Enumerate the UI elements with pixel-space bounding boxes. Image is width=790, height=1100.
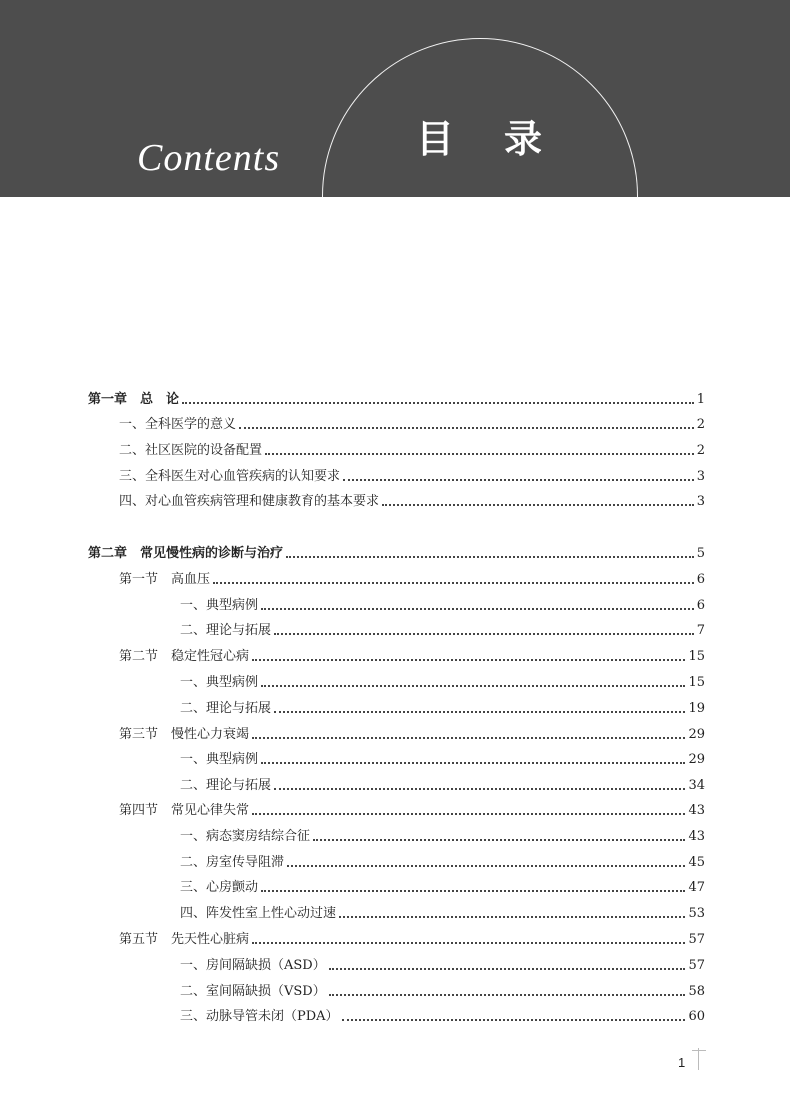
- toc-entry[interactable]: [119, 441, 705, 461]
- dot-leader: [265, 453, 694, 455]
- toc-entry[interactable]: [180, 699, 705, 719]
- toc-label: 第二章 常见慢性病的诊断与治疗: [88, 546, 284, 561]
- toc-page: 7: [696, 623, 705, 638]
- dot-leader: [343, 479, 694, 481]
- dot-leader: [261, 890, 685, 892]
- toc-page: 2: [696, 443, 705, 458]
- toc-label: 三、动脉导管未闭（PDA）: [180, 1009, 339, 1024]
- dot-leader: [182, 402, 694, 404]
- toc-label: 第四节 常见心律失常: [119, 803, 250, 818]
- toc-section[interactable]: [119, 725, 705, 745]
- dot-leader: [286, 556, 694, 558]
- toc-page: 3: [696, 494, 705, 509]
- toc-label: 二、室间隔缺损（VSD）: [180, 984, 326, 999]
- toc-chapter-2[interactable]: [88, 544, 705, 564]
- toc-page: 47: [688, 880, 705, 895]
- toc-label: 四、阵发性室上性心动过速: [180, 906, 337, 921]
- page-number: 1: [678, 1055, 686, 1070]
- toc-entry[interactable]: [180, 621, 705, 641]
- dot-leader: [274, 788, 685, 790]
- toc-label: 三、全科医生对心血管疾病的认知要求: [119, 469, 341, 484]
- toc-entry[interactable]: [119, 415, 705, 435]
- toc-page: 45: [688, 855, 705, 870]
- toc-label: 一、典型病例: [180, 752, 259, 767]
- toc-section[interactable]: [119, 647, 705, 667]
- dot-leader: [329, 968, 686, 970]
- toc-label: 一、典型病例: [180, 598, 259, 613]
- toc-page: 6: [696, 598, 705, 613]
- toc-label: 一、典型病例: [180, 675, 259, 690]
- dot-leader: [342, 1019, 686, 1021]
- toc-label: 三、心房颤动: [180, 880, 259, 895]
- crop-mark-vertical: [698, 1048, 699, 1070]
- toc-label: 一、病态窦房结综合征: [180, 829, 311, 844]
- toc-entry[interactable]: [180, 904, 705, 924]
- toc-label: 二、社区医院的设备配置: [119, 443, 263, 458]
- toc-page: 29: [688, 752, 705, 767]
- toc-page: 57: [688, 958, 705, 973]
- toc-page: 57: [688, 932, 705, 947]
- dot-leader: [382, 504, 694, 506]
- dot-leader: [313, 839, 685, 841]
- toc-page: 2: [696, 417, 705, 432]
- toc-label: 二、理论与拓展: [180, 623, 272, 638]
- toc-label: 第一节 高血压: [119, 572, 211, 587]
- toc-page: 58: [688, 984, 705, 999]
- toc-entry[interactable]: [119, 467, 705, 487]
- toc-label: 四、对心血管疾病管理和健康教育的基本要求: [119, 494, 380, 509]
- dot-leader: [239, 427, 694, 429]
- toc-entry[interactable]: [119, 492, 705, 512]
- dot-leader: [213, 582, 694, 584]
- toc-page: 3: [696, 469, 705, 484]
- toc-entry[interactable]: [180, 982, 705, 1002]
- toc-entry[interactable]: [180, 673, 705, 693]
- dot-leader: [274, 711, 685, 713]
- toc-label: 一、房间隔缺损（ASD）: [180, 958, 326, 973]
- toc-entry[interactable]: [180, 750, 705, 770]
- toc-label: 一、全科医学的意义: [119, 417, 237, 432]
- dot-leader: [261, 685, 685, 687]
- toc-page: 1: [696, 392, 705, 407]
- dot-leader: [261, 608, 694, 610]
- dot-leader: [274, 633, 694, 635]
- toc-label: 第二节 稳定性冠心病: [119, 649, 250, 664]
- toc-page: 5: [696, 546, 705, 561]
- dot-leader: [252, 737, 685, 739]
- crop-mark-horizontal: [692, 1050, 706, 1051]
- toc-entry[interactable]: [180, 827, 705, 847]
- toc-page: 6: [696, 572, 705, 587]
- dot-leader: [261, 762, 685, 764]
- dot-leader: [287, 865, 685, 867]
- toc-chapter-1[interactable]: [88, 390, 705, 410]
- chinese-title: 目录: [416, 117, 593, 161]
- dot-leader: [252, 659, 685, 661]
- toc-page: 43: [688, 803, 705, 818]
- toc-entry[interactable]: [180, 956, 705, 976]
- toc-label: 二、房室传导阻滞: [180, 855, 285, 870]
- toc-page: 53: [688, 906, 705, 921]
- toc-section[interactable]: [119, 930, 705, 950]
- toc-entry[interactable]: [180, 1007, 705, 1027]
- toc-page: 29: [688, 727, 705, 742]
- dot-leader: [339, 916, 685, 918]
- toc-entry[interactable]: [180, 853, 705, 873]
- dot-leader: [252, 942, 685, 944]
- toc-page: 15: [688, 675, 705, 690]
- toc-page: 43: [688, 829, 705, 844]
- toc-page: 34: [688, 778, 705, 793]
- toc-page: 15: [688, 649, 705, 664]
- toc-label: 二、理论与拓展: [180, 778, 272, 793]
- dot-leader: [252, 813, 685, 815]
- toc-page: 60: [688, 1009, 705, 1024]
- toc-page: 19: [688, 701, 705, 716]
- toc-section[interactable]: [119, 801, 705, 821]
- dot-leader: [329, 994, 686, 996]
- toc-entry[interactable]: [180, 878, 705, 898]
- toc-entry[interactable]: [180, 596, 705, 616]
- english-title: Contents: [137, 137, 281, 179]
- toc-entry[interactable]: [180, 776, 705, 796]
- toc-label: 二、理论与拓展: [180, 701, 272, 716]
- toc-section[interactable]: [119, 570, 705, 590]
- toc-label: 第一章 总 论: [88, 392, 180, 407]
- toc-label: 第三节 慢性心力衰竭: [119, 727, 250, 742]
- toc-label: 第五节 先天性心脏病: [119, 932, 250, 947]
